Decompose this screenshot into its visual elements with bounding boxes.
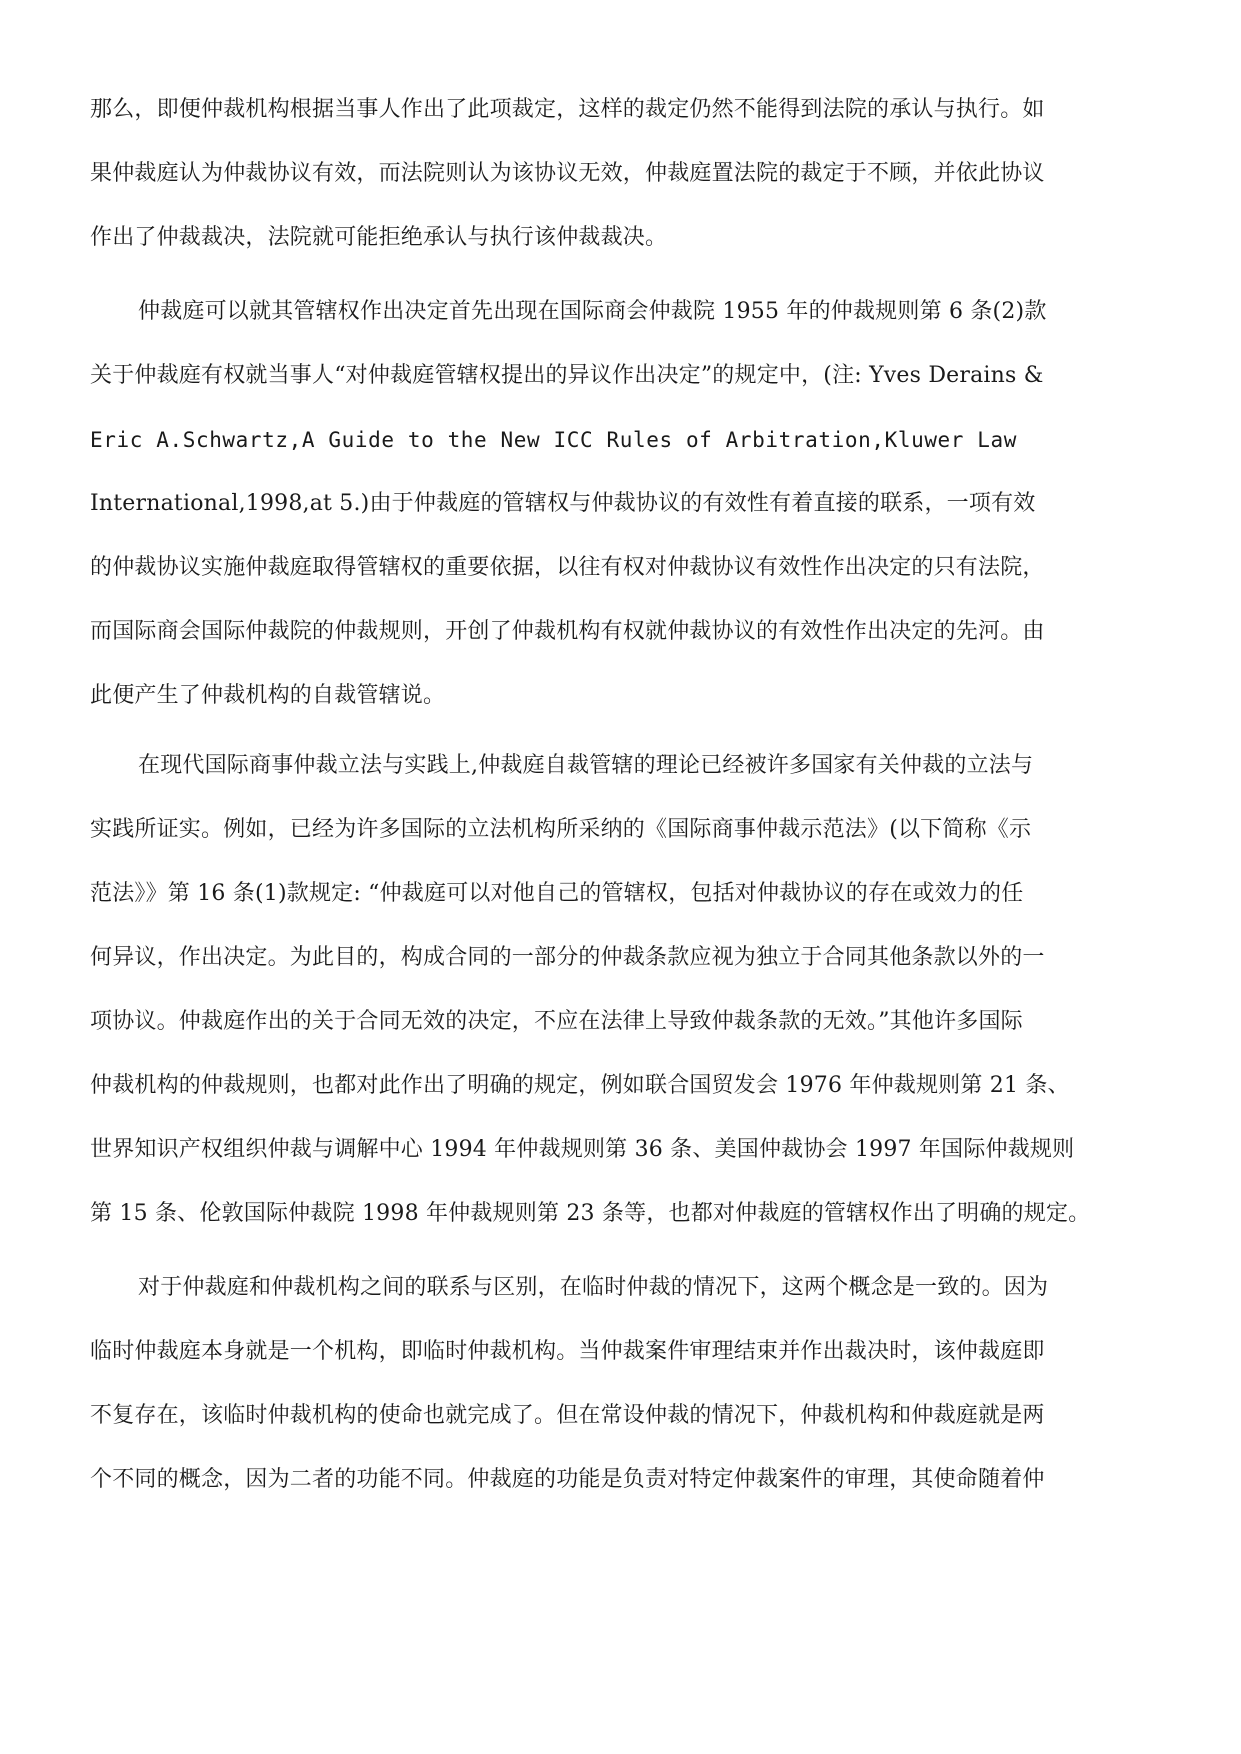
paragraph-line: 关于仲裁庭有权就当事人“对仲裁庭管辖权提出的异议作出决定”的规定中，(注: Yves Derains & [90,363,1044,388]
paragraph-line: 临时仲裁庭本身就是一个机构，即临时仲裁机构。当仲裁案件审理结束并作出裁决时，该仲裁庭即 [90,1339,1045,1364]
paragraph-line: 果仲裁庭认为仲裁协议有效，而法院则认为该协议无效，仲裁庭置法院的裁定于不顾，并依此协议 [90,161,1045,186]
paragraph-line: 项协议。仲裁庭作出的关于合同无效的决定，不应在法律上导致仲裁条款的无效。”其他许多国际 [90,1009,1023,1034]
paragraph-1 [90,78,1170,270]
paragraph-line: 对于仲裁庭和仲裁机构之间的联系与区别，在临时仲裁的情况下，这两个概念是一致的。因为 [138,1275,1049,1300]
paragraph-line: 仲裁庭可以就其管辖权作出决定首先出现在国际商会仲裁院 1955 年的仲裁规则第 6 条(2)款 [138,299,1047,324]
paragraph-4 [90,1256,1170,1512]
paragraph-line: 第 15 条、伦敦国际仲裁院 1998 年仲裁规则第 23 条等，也都对仲裁庭的管辖权作出了明确的规定。 [90,1201,1091,1226]
paragraph-line: 不复存在，该临时仲裁机构的使命也就完成了。但在常设仲裁的情况下，仲裁机构和仲裁庭就是两 [90,1403,1045,1428]
paragraph-line: 在现代国际商事仲裁立法与实践上,仲裁庭自裁管辖的理论已经被许多国家有关仲裁的立法与 [138,753,1034,778]
paragraph-line: 个不同的概念，因为二者的功能不同。仲裁庭的功能是负责对特定仲裁案件的审理，其使命随着仲 [90,1467,1045,1492]
paragraph-line: Eric A.Schwartz,A Guide to the New ICC Rules of Arbitration,Kluwer Law [90,428,1018,452]
paragraph-line: 此便产生了仲裁机构的自裁管辖说。 [90,683,446,708]
paragraph-line: 仲裁机构的仲裁规则，也都对此作出了明确的规定，例如联合国贸发会 1976 年仲裁规则第 21 条、 [90,1073,1070,1098]
paragraph-line: 那么，即便仲裁机构根据当事人作出了此项裁定，这样的裁定仍然不能得到法院的承认与执行。如 [90,97,1045,122]
paragraph-line: 范法》》第 16 条(1)款规定: “仲裁庭可以对他自己的管辖权，包括对仲裁协议的存在或效力的任 [90,881,1024,906]
paragraph-line: International,1998,at 5.)由于仲裁庭的管辖权与仲裁协议的有效性有着直接的联系，一项有效 [90,491,1036,516]
paragraph-line: 何异议，作出决定。为此目的，构成合同的一部分的仲裁条款应视为独立于合同其他条款以外的一 [90,945,1045,970]
paragraph-line: 作出了仲裁裁决，法院就可能拒绝承认与执行该仲裁裁决。 [90,225,668,250]
paragraph-line: 世界知识产权组织仲裁与调解中心 1994 年仲裁规则第 36 条、美国仲裁协会 1997 年国际仲裁规则 [90,1137,1075,1162]
paragraph-2 [90,280,1170,728]
paragraph-line: 而国际商会国际仲裁院的仲裁规则，开创了仲裁机构有权就仲裁协议的有效性作出决定的先河。由 [90,619,1045,644]
paragraph-line: 实践所证实。例如，已经为许多国际的立法机构所采纳的《国际商事仲裁示范法》(以下简称《示 [90,817,1032,842]
paragraph-3 [90,734,1170,1246]
paragraph-line: 的仲裁协议实施仲裁庭取得管辖权的重要依据，以往有权对仲裁协议有效性作出决定的只有法院， [90,555,1045,580]
